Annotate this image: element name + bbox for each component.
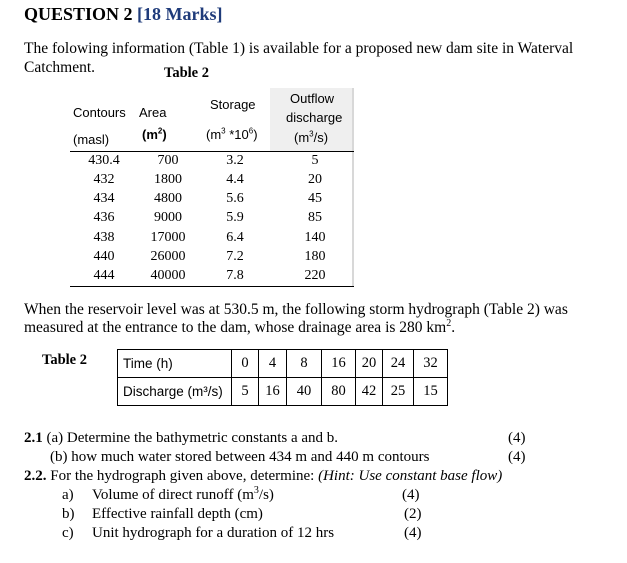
table1-cell: 220 — [304, 268, 326, 283]
q2-1-b-marks: (4) — [508, 449, 526, 465]
discharge-cell: 25 — [383, 378, 414, 406]
table1-cell: 40000 — [150, 268, 186, 283]
table1-cell: 140 — [304, 230, 326, 245]
table-row — [118, 350, 448, 378]
q2-1-a-marks: (4) — [508, 430, 526, 446]
table1-cell: 700 — [157, 153, 179, 168]
table1-cell: 436 — [93, 210, 115, 225]
time-cell: 8 — [287, 350, 322, 378]
table1-cell: 20 — [308, 172, 322, 187]
col-header-outflow-discharge: discharge — [286, 110, 343, 125]
q2-2-item-marks: (4) — [402, 487, 420, 503]
table1-header-rule — [70, 151, 354, 152]
table1-cell: 26000 — [150, 249, 186, 264]
intro-line-1: The folowing information (Table 1) is available for a proposed new dam site in Waterval — [24, 40, 574, 57]
storm-text-line-2: measured at the entrance to the dam, whose drainage area is 280 $km^2$. — [24, 317, 456, 336]
table1-cell: 4800 — [154, 191, 182, 206]
storm-text-line-1: When the reservoir level was at 530.5 m, the following storm hydrograph (Table 2) was — [24, 301, 568, 318]
time-cell: 32 — [414, 350, 448, 378]
col-header-contours: Contours — [73, 105, 126, 120]
time-cell: 4 — [259, 350, 287, 378]
table1-cell: 17000 — [150, 230, 186, 245]
q2-2: 2.2. For the hydrograph given above, determine: (Hint: Use constant base flow) — [24, 468, 503, 484]
discharge-cell: 5 — [232, 378, 259, 406]
q2-2-item-letter: a) — [62, 487, 74, 503]
table1-cell: 438 — [93, 230, 115, 245]
table1-cell: 5 — [311, 153, 319, 168]
q2-2-item-marks: (4) — [404, 525, 422, 541]
question-title — [24, 4, 223, 25]
discharge-cell: 80 — [322, 378, 356, 406]
q2-2-item-marks: (2) — [404, 506, 422, 522]
time-cell: 16 — [322, 350, 356, 378]
q2-2-item-text: Volume of direct runoff $(m^3/s)$ — [92, 485, 274, 503]
table1-cell: 434 — [93, 191, 115, 206]
table1-cell: 444 — [93, 268, 115, 283]
table1-cell: 7.2 — [226, 249, 244, 264]
table1-cell: 1800 — [154, 172, 182, 187]
q2-1-b: (b) how much water stored between 434 m and 440 m contours — [50, 449, 430, 465]
question-number: QUESTION 2 — [24, 4, 133, 24]
discharge-cell: 16 — [259, 378, 287, 406]
col-header-contours-unit: (masl) — [73, 132, 110, 147]
table1-cell: 430.4 — [88, 153, 120, 168]
intro-line-2: Catchment. — [24, 59, 96, 76]
discharge-cell: 15 — [414, 378, 448, 406]
col-header-storage-unit: ($m^3$ $*10^6$) — [206, 126, 258, 142]
table1-cell: 7.8 — [226, 268, 244, 283]
table1-cell: 3.2 — [226, 153, 244, 168]
q2-2-item-text: Effective rainfall depth (cm) — [92, 506, 263, 522]
question-marks: [18 Marks] — [137, 4, 223, 24]
q2-2-item-letter: c) — [62, 525, 74, 541]
col-header-outflow: Outflow — [290, 91, 335, 106]
table1-cell: 440 — [93, 249, 115, 264]
table1-cell: 45 — [308, 191, 322, 206]
q2-2-item-text: Unit hydrograph for a duration of 12 hrs — [92, 525, 335, 541]
table1-cell: 5.9 — [226, 210, 244, 225]
col-header-outflow-unit: $(m^3/s)$ — [294, 129, 329, 145]
table1-bottom-rule — [70, 286, 354, 287]
time-cell: 20 — [356, 350, 383, 378]
discharge-cell: 40 — [287, 378, 322, 406]
q2-2-item-letter: b) — [62, 506, 75, 522]
table1-cell: 85 — [308, 210, 322, 225]
col-header-area-unit: $(m^2)$ — [142, 126, 167, 142]
time-cell: 24 — [383, 350, 414, 378]
table1-cell: 5.6 — [226, 191, 244, 206]
discharge-cell: 42 — [356, 378, 383, 406]
table1-cell: 432 — [93, 172, 115, 187]
col-header-area: Area — [139, 105, 167, 120]
table1-cell: 6.4 — [226, 230, 244, 245]
time-cell: 0 — [232, 350, 259, 378]
table1-cell: 4.4 — [226, 172, 244, 187]
table1-right-shadow — [352, 88, 354, 287]
table1-cell: 180 — [304, 249, 326, 264]
table1-cell: 9000 — [154, 210, 182, 225]
q2-1-a: 2.1 (a) Determine the bathymetric constants a and b. — [24, 430, 339, 446]
table2-caption: Table 2 — [42, 352, 87, 368]
time-label: Time (h) — [118, 350, 232, 378]
table1-caption: Table 2 — [164, 65, 209, 81]
hydrograph-table — [117, 349, 448, 406]
col-header-storage: Storage — [210, 97, 256, 112]
discharge-label: Discharge (m³/s) — [118, 378, 232, 406]
table-row — [118, 378, 448, 406]
